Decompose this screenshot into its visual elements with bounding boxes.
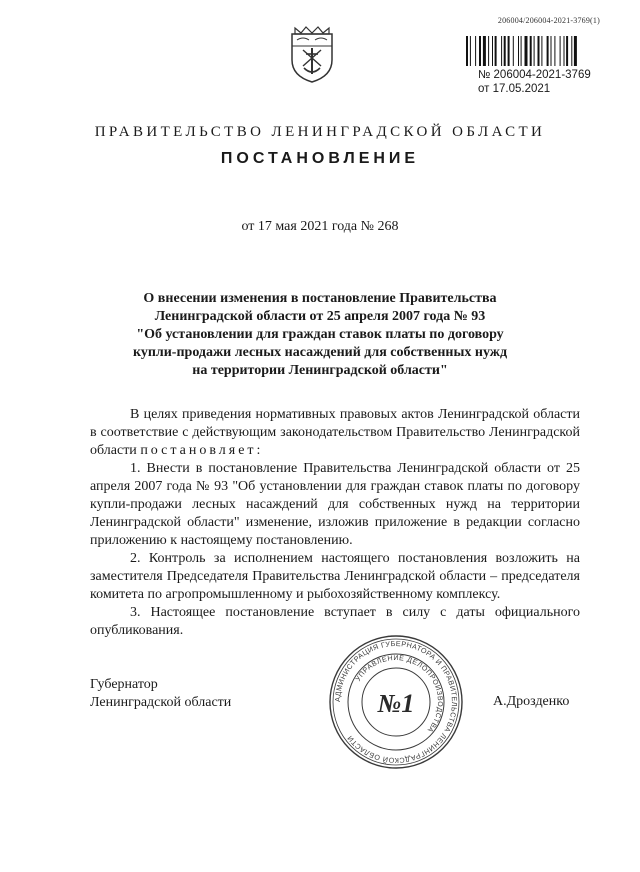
item-1-paragraph: 1. Внести в постановление Правительства Ленинградской области от 25 апреля 2007 года № 93 "Об установлении для граждан ставок платы по договору купли-продажи лесных насаждений для собственных нужд на территории Ленинградской области" изменение, изложив приложение в редакции согласно приложению к настоящему постановлению.	[90, 461, 580, 548]
seal-number: №1	[377, 689, 415, 718]
barcode-bar	[508, 36, 510, 66]
decrees-word: постановляет:	[140, 443, 264, 458]
barcode-bar	[504, 36, 506, 66]
signatory-position: Губернатор	[90, 677, 158, 692]
barcode-bar	[495, 36, 497, 66]
document-id: 206004/206004-2021-3769(1)	[497, 16, 600, 25]
barcode-bar	[566, 36, 568, 66]
subject-line: купли-продажи лесных насаждений для собственных нужд	[132, 345, 508, 360]
barcode-bar	[525, 36, 528, 66]
barcode-bar	[492, 36, 493, 66]
barcode-bar	[560, 36, 561, 66]
seal-outer-text: АДМИНИСТРАЦИЯ ГУБЕРНАТОРА И ПРАВИТЕЛЬСТВА ЛЕНИНГРАДСКОЙ ОБЛАСТИ	[332, 638, 460, 766]
barcode-bar	[501, 36, 502, 66]
registration-date: от 17.05.2021	[478, 83, 551, 95]
item-2-paragraph: 2. Контроль за исполнением настоящего постановления возложить на заместителя Председателя Правительства Ленинградской области – председателя комитета по агропромышленному и рыбохозяйственному комплексу.	[90, 551, 580, 602]
signatory-title	[90, 676, 231, 712]
barcode-bar	[479, 36, 481, 66]
official-seal-stamp	[326, 632, 466, 772]
subject-line: "Об установлении для граждан ставок платы по договору	[136, 327, 504, 342]
barcode-bar	[554, 36, 555, 66]
signatory-name: А.Дрозденко	[493, 694, 570, 709]
barcode-bar	[571, 36, 572, 66]
barcode-bar	[475, 36, 476, 66]
barcode-bar	[466, 36, 468, 66]
barcode-bar	[470, 36, 471, 66]
coat-of-arms-icon	[289, 24, 335, 84]
barcode-bar	[547, 36, 549, 66]
item-3-paragraph: 3. Настоящее постановление вступает в силу с даты официального опубликования.	[90, 605, 580, 638]
resolution-date-number: от 17 мая 2021 года № 268	[241, 219, 399, 234]
seal-inner-text: УПРАВЛЕНИЕ ДЕЛОПРОИЗВОДСТВА	[354, 654, 444, 734]
subject-line: Ленинградской области от 25 апреля 2007 года № 93	[154, 309, 486, 324]
registration-number: № 206004-2021-3769	[478, 69, 591, 81]
barcode-bar	[530, 36, 532, 66]
barcode	[466, 36, 606, 66]
signatory-region: Ленинградской области	[90, 695, 232, 710]
government-title: ПРАВИТЕЛЬСТВО ЛЕНИНГРАДСКОЙ ОБЛАСТИ	[94, 124, 546, 140]
barcode-bar	[521, 36, 522, 66]
barcode-bar	[541, 36, 542, 66]
barcode-bar	[518, 36, 519, 66]
barcode-bar	[488, 36, 489, 66]
resolution-body	[90, 406, 580, 640]
preamble-paragraph	[90, 406, 580, 460]
resolution-subject	[0, 290, 640, 380]
document-type: ПОСТАНОВЛЕНИЕ	[220, 150, 420, 167]
barcode-bar	[538, 36, 540, 66]
preamble-text: В целях приведения нормативных правовых актов Ленинградской области в соответствие с действующим законодательством Правительство Ленинградской области	[90, 407, 580, 458]
subject-line: на территории Ленинградской области"	[192, 363, 448, 378]
barcode-bar	[574, 36, 577, 66]
barcode-bar	[513, 36, 514, 66]
barcode-bar	[564, 36, 565, 66]
barcode-bar	[483, 36, 486, 66]
subject-line: О внесении изменения в постановление Правительства	[143, 291, 497, 306]
barcode-bar	[534, 36, 535, 66]
barcode-bar	[551, 36, 552, 66]
